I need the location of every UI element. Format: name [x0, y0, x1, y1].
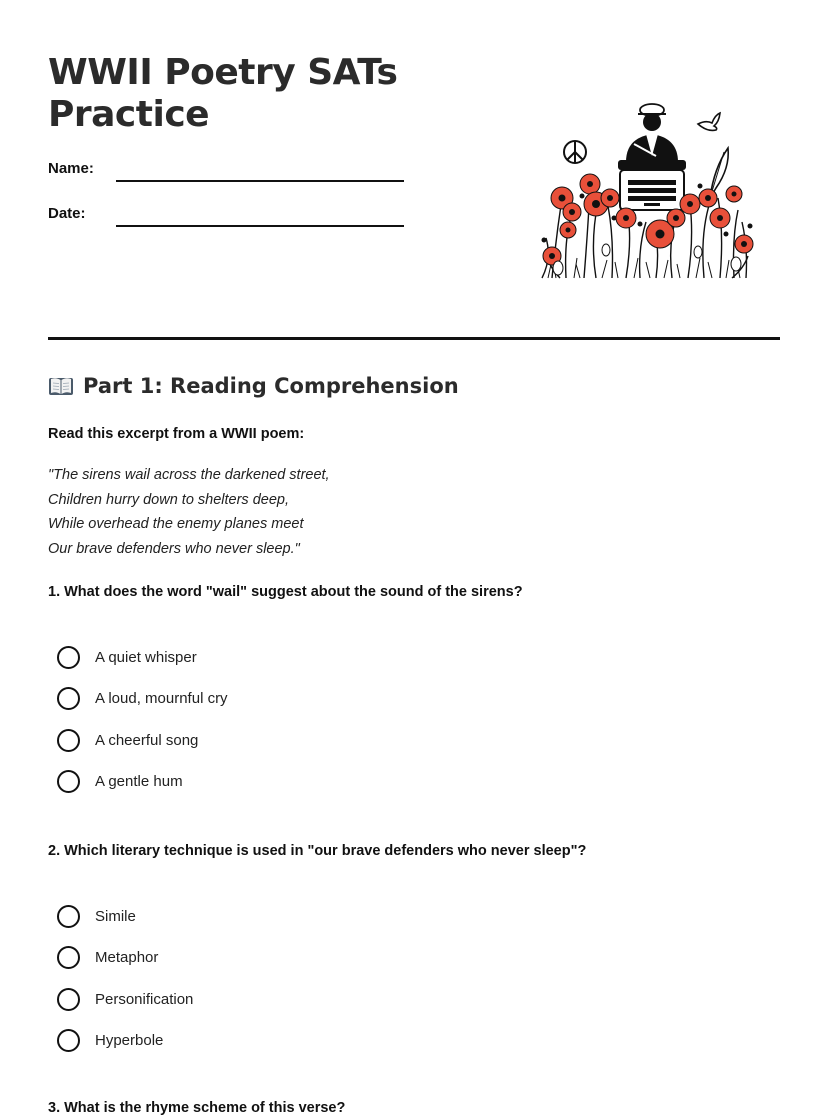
question-1: 1. What does the word "wail" suggest about the sound of the sirens?: [48, 584, 523, 600]
page-title: [48, 52, 397, 136]
q2-option-1[interactable]: [57, 905, 136, 928]
option-label: A cheerful song: [95, 732, 199, 749]
q1-option-4[interactable]: [57, 770, 183, 793]
question-2: 2. Which literary technique is used in "our brave defenders who never sleep"?: [48, 843, 587, 859]
poem-excerpt: [48, 463, 330, 562]
q1-option-2[interactable]: [57, 687, 228, 710]
q1-option-1[interactable]: [57, 646, 197, 669]
poem-line: Our brave defenders who never sleep.": [48, 541, 300, 558]
option-label: A gentle hum: [95, 773, 183, 790]
peace-sign-icon: [564, 141, 586, 163]
radio-button[interactable]: [57, 988, 80, 1011]
q2-option-3[interactable]: [57, 988, 193, 1011]
name-label: Name:: [48, 160, 94, 177]
q1-option-3[interactable]: [57, 729, 198, 752]
title-line-2: Practice: [48, 94, 210, 135]
soldier-figure-icon: [626, 104, 678, 162]
date-label: Date:: [48, 205, 86, 222]
q2-option-4[interactable]: [57, 1029, 163, 1052]
title-line-1: WWII Poetry SATs: [48, 52, 398, 93]
radio-button[interactable]: [57, 646, 80, 669]
section-heading-text: Part 1: Reading Comprehension: [83, 374, 459, 398]
radio-button[interactable]: [57, 905, 80, 928]
poem-line: "The sirens wail across the darkened street,: [48, 467, 330, 483]
intro-text: Read this excerpt from a WWII poem:: [48, 426, 305, 442]
poem-line: Children hurry down to shelters deep,: [48, 491, 289, 508]
open-book-icon: [48, 375, 74, 397]
section-heading: [48, 374, 459, 398]
option-label: Metaphor: [95, 949, 159, 966]
date-field-line[interactable]: [116, 225, 404, 227]
option-label: Hyperbole: [95, 1032, 164, 1049]
name-field-line[interactable]: [116, 180, 404, 182]
radio-button[interactable]: [57, 1029, 80, 1052]
radio-button[interactable]: [57, 687, 80, 710]
q2-option-2[interactable]: [57, 946, 158, 969]
typewriter-icon: [618, 160, 686, 210]
section-divider: [48, 337, 780, 340]
radio-button[interactable]: [57, 729, 80, 752]
grass: [548, 258, 740, 278]
dove-icon: [698, 113, 720, 130]
option-label: A loud, mournful cry: [95, 690, 228, 707]
radio-button[interactable]: [57, 946, 80, 969]
option-label: A quiet whisper: [95, 649, 197, 666]
question-3: 3. What is the rhyme scheme of this verse?: [48, 1100, 346, 1116]
option-label: Simile: [95, 908, 136, 925]
poem-line: While overhead the enemy planes meet: [48, 516, 304, 533]
radio-button[interactable]: [57, 770, 80, 793]
poppy-typewriter-illustration: [522, 100, 762, 282]
option-label: Personification: [95, 991, 194, 1008]
